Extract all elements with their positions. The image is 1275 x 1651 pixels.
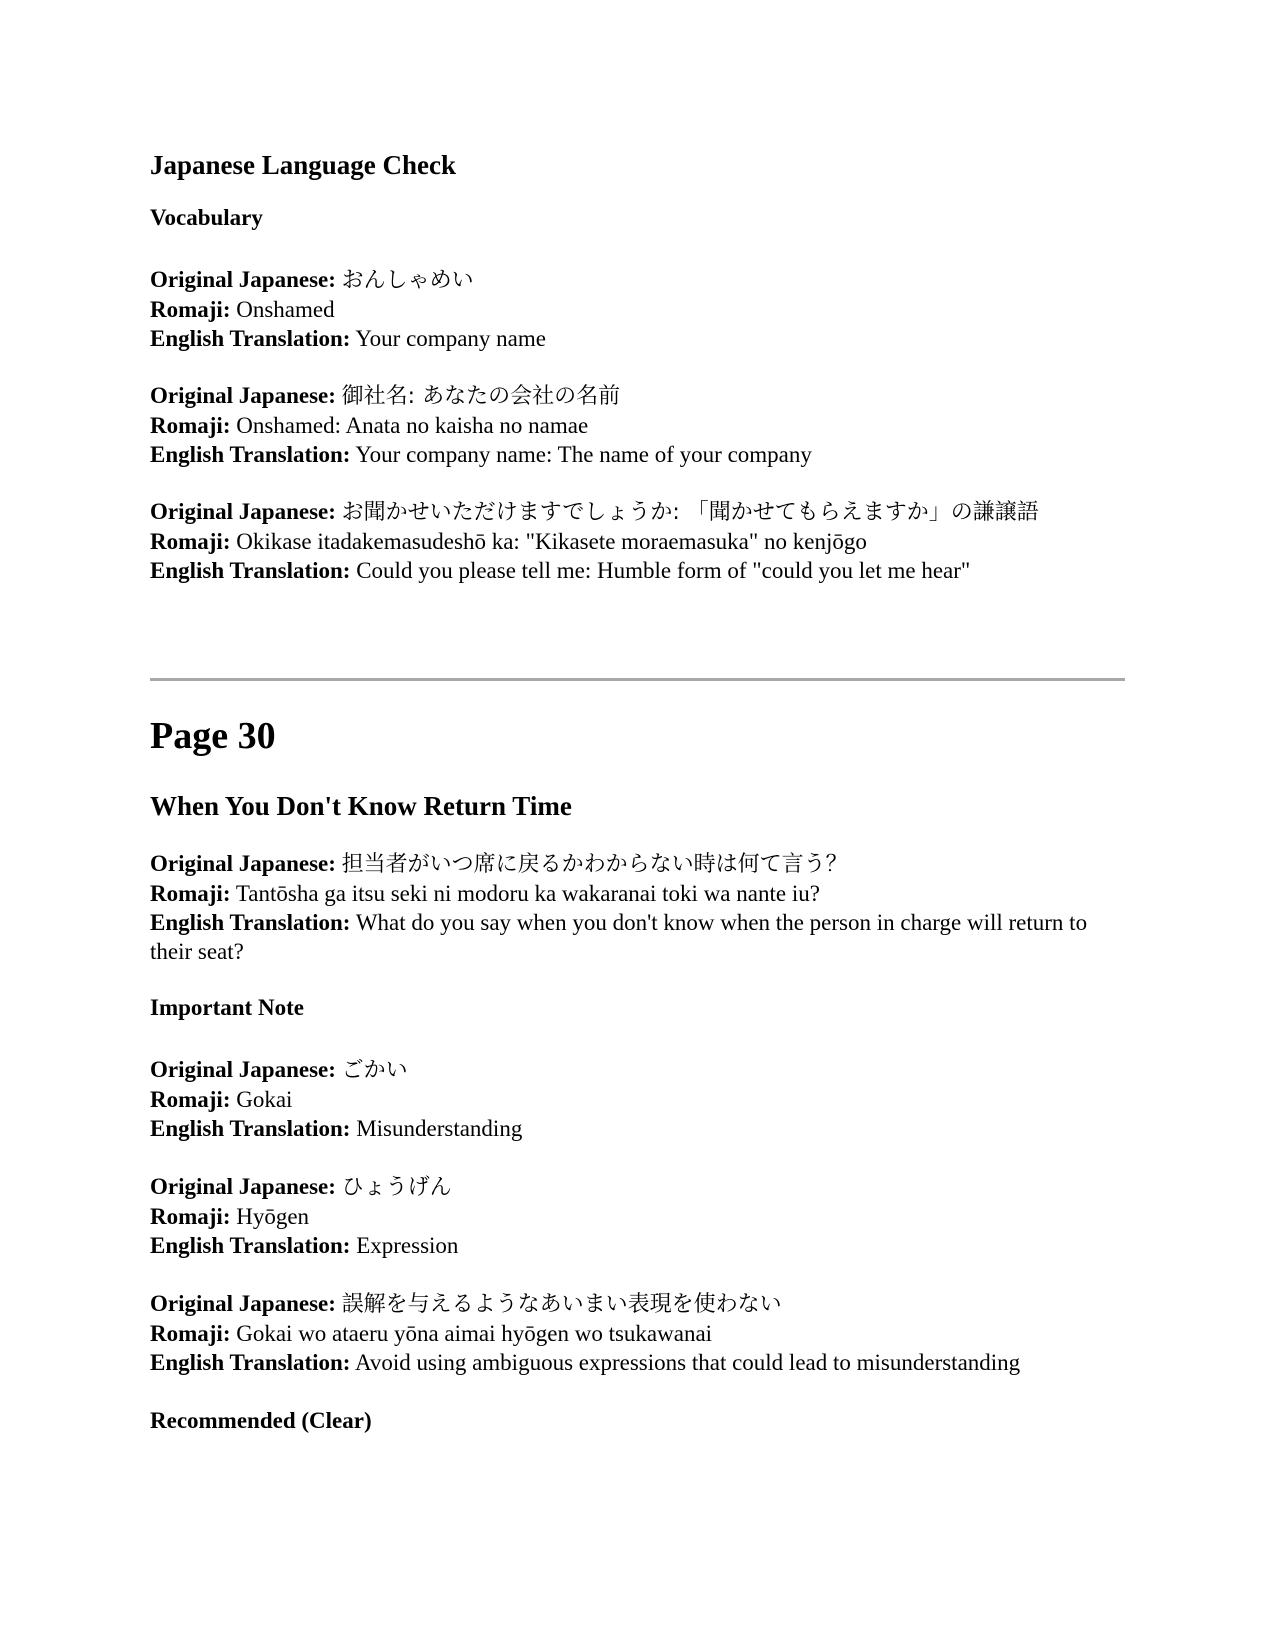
recommended-heading: Recommended (Clear) xyxy=(150,1408,372,1433)
japanese-text: 誤解を与えるようなあいまい表現を使わない xyxy=(341,1292,782,1317)
english-label: English Translation: xyxy=(150,910,351,935)
romaji-label: Romaji: xyxy=(150,529,231,554)
original-label: Original Japanese: xyxy=(150,499,336,524)
romaji-text: Gokai xyxy=(236,1087,293,1112)
romaji-line xyxy=(150,527,1125,556)
romaji-line xyxy=(150,1202,1125,1231)
original-japanese-line xyxy=(150,849,1125,879)
romaji-label: Romaji: xyxy=(150,1087,231,1112)
romaji-text: Onshamed: Anata no kaisha no namae xyxy=(236,413,589,438)
original-japanese-line xyxy=(150,1172,1125,1202)
english-label: English Translation: xyxy=(150,1233,351,1258)
romaji-label: Romaji: xyxy=(150,1204,231,1229)
english-translation-line xyxy=(150,440,1125,469)
vocab-entry xyxy=(150,381,1125,469)
horizontal-rule xyxy=(150,678,1125,681)
english-translation-line xyxy=(150,1348,1125,1377)
english-text: Your company name: The name of your company xyxy=(355,442,812,467)
english-translation-line xyxy=(150,324,1125,353)
english-text: Your company name xyxy=(355,326,546,351)
romaji-label: Romaji: xyxy=(150,297,231,322)
romaji-line xyxy=(150,1319,1125,1348)
romaji-line xyxy=(150,295,1125,324)
romaji-text: Onshamed xyxy=(236,297,335,322)
english-text: Misunderstanding xyxy=(356,1116,523,1141)
romaji-label: Romaji: xyxy=(150,1321,231,1346)
romaji-label: Romaji: xyxy=(150,881,231,906)
romaji-text: Hyōgen xyxy=(236,1204,310,1229)
japanese-text: 御社名: あなたの会社の名前 xyxy=(341,384,621,409)
original-label: Original Japanese: xyxy=(150,1174,336,1199)
section-entry xyxy=(150,849,1125,966)
original-label: Original Japanese: xyxy=(150,851,336,876)
english-translation-line xyxy=(150,1231,1125,1260)
original-japanese-line xyxy=(150,497,1125,527)
japanese-text: ごかい xyxy=(341,1058,408,1083)
english-translation-line xyxy=(150,556,1125,585)
vocab-entry xyxy=(150,265,1125,353)
original-label: Original Japanese: xyxy=(150,1057,336,1082)
english-label: English Translation: xyxy=(150,1350,351,1375)
japanese-text: ひょうげん xyxy=(341,1175,452,1200)
english-text: What do you say when you don't know when the person in charge will return to their seat? xyxy=(150,910,1088,964)
page-title: Page 30 xyxy=(150,715,276,757)
romaji-line xyxy=(150,1085,1125,1114)
original-label: Original Japanese: xyxy=(150,267,336,292)
original-japanese-line xyxy=(150,1055,1125,1085)
original-japanese-line xyxy=(150,381,1125,411)
romaji-line xyxy=(150,411,1125,440)
english-label: English Translation: xyxy=(150,1116,351,1141)
document-heading: Japanese Language Check xyxy=(150,150,457,180)
english-text: Could you please tell me: Humble form of "could you let me hear" xyxy=(356,558,971,583)
romaji-text: Gokai wo ataeru yōna aimai hyōgen wo tsukawanai xyxy=(236,1321,713,1346)
note-entry xyxy=(150,1055,1125,1143)
note-entry xyxy=(150,1289,1125,1377)
japanese-text: おんしゃめい xyxy=(341,268,474,293)
note-entry xyxy=(150,1172,1125,1260)
original-label: Original Japanese: xyxy=(150,1291,336,1316)
original-label: Original Japanese: xyxy=(150,383,336,408)
original-japanese-line xyxy=(150,265,1125,295)
vocab-entry xyxy=(150,497,1125,585)
original-japanese-line xyxy=(150,1289,1125,1319)
vocabulary-heading: Vocabulary xyxy=(150,205,263,230)
important-note-heading: Important Note xyxy=(150,995,304,1020)
romaji-text: Tantōsha ga itsu seki ni modoru ka wakaranai toki wa nante iu? xyxy=(235,881,820,906)
section-heading: When You Don't Know Return Time xyxy=(150,791,572,821)
english-translation-line xyxy=(150,1114,1125,1143)
japanese-text: 担当者がいつ席に戻るかわからない時は何て言う？ xyxy=(341,852,848,877)
romaji-text: Okikase itadakemasudeshō ka: "Kikasete moraemasuka" no kenjōgo xyxy=(236,529,867,554)
japanese-text: お聞かせいただけますでしょうか: 「聞かせてもらえますか」の謙譲語 xyxy=(341,500,1039,525)
romaji-line xyxy=(150,879,1125,908)
english-label: English Translation: xyxy=(150,326,351,351)
english-text: Expression xyxy=(356,1233,459,1258)
english-translation-line xyxy=(150,908,1125,966)
english-text: Avoid using ambiguous expressions that could lead to misunderstanding xyxy=(354,1350,1021,1375)
english-label: English Translation: xyxy=(150,558,351,583)
english-label: English Translation: xyxy=(150,442,351,467)
romaji-label: Romaji: xyxy=(150,413,231,438)
